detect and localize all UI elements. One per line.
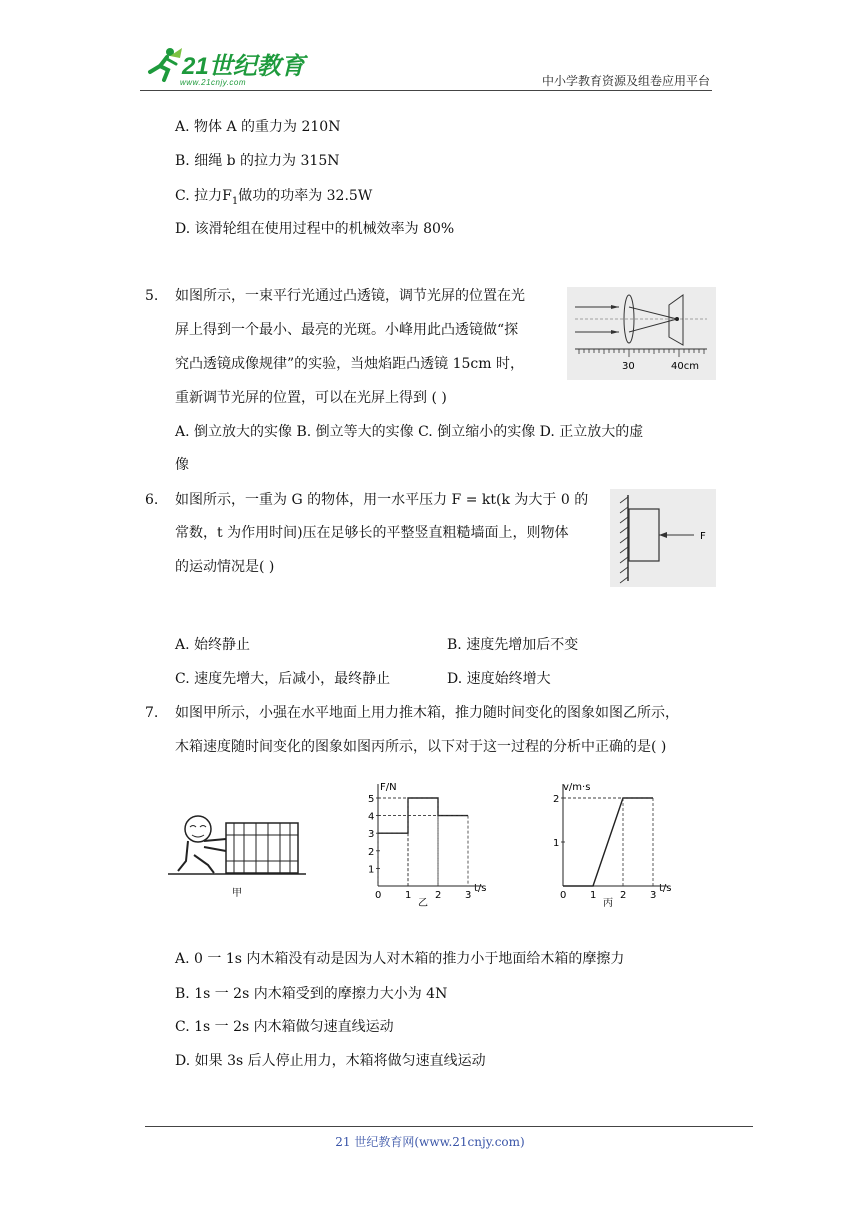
yi-x-tick-label: 3 <box>465 890 472 901</box>
wall-block-diagram <box>610 489 716 587</box>
bing-y-tick-label: 2 <box>553 794 560 805</box>
header-rule <box>140 90 712 91</box>
q6-text-line2: 常数，t 为作用时间)压在足够长的平整竖直粗糙墙面上，则物体 <box>175 525 569 541</box>
q7-option-a: A. 0 一 1s 内木箱没有动是因为人对木箱的推力小于地面给木箱的摩擦力 <box>175 951 625 967</box>
q5-options: A. 倒立放大的实像 B. 倒立等大的实像 C. 倒立缩小的实像 D. 正立放大的虚 <box>175 424 644 440</box>
logo-text: 21世纪教育 <box>182 53 305 80</box>
bing-x-tick-label: 0 <box>560 890 567 901</box>
q7-option-c: C. 1s 一 2s 内木箱做匀速直线运动 <box>175 1019 394 1035</box>
q5-lens-figure <box>567 287 716 380</box>
yi-y-tick-label: 4 <box>368 811 375 823</box>
q4-option-c-sub: 1 <box>231 195 239 207</box>
q6-text-line1: 如图所示，一重为 G 的物体，用一水平压力 F = kt(k 为大于 0 的 <box>175 492 589 508</box>
yi-x-tick-label: 2 <box>435 890 442 901</box>
q6-option-a: A. 始终静止 <box>175 637 251 653</box>
q7-graph-bing <box>545 776 685 911</box>
ruler-label-40: 40cm <box>671 361 699 372</box>
yi-y-tick-label: 2 <box>368 846 375 858</box>
yi-graph-label: 乙 <box>418 898 428 909</box>
q4-option-b: B. 细绳 b 的拉力为 315N <box>175 153 340 169</box>
yi-x-tick-label: 0 <box>375 890 382 901</box>
q6-option-d: D. 速度始终增大 <box>447 671 551 687</box>
q7-option-b: B. 1s 一 2s 内木箱受到的摩擦力大小为 4N <box>175 986 448 1002</box>
q4-option-c <box>175 186 372 212</box>
q6-wall-figure <box>610 489 716 587</box>
q5-options-cont: 像 <box>175 457 189 473</box>
force-label-f: F <box>700 531 706 542</box>
yi-x-tick-label: 1 <box>405 890 412 901</box>
q5-text-line4: 重新调节光屏的位置，可以在光屏上得到 ( ) <box>175 390 447 406</box>
fig-label-jia: 甲 <box>232 888 242 899</box>
q4-option-a: A. 物体 A 的重力为 210N <box>175 119 341 135</box>
q5-number: 5. <box>145 288 159 304</box>
lens-diagram <box>567 287 716 380</box>
force-time-graph <box>360 776 500 911</box>
q5-text-line1: 如图所示，一束平行光通过凸透镜，调节光屏的位置在光 <box>175 288 525 304</box>
bing-x-tick-label: 3 <box>650 890 657 901</box>
header-platform-text: 中小学教育资源及组卷应用平台 <box>541 74 710 88</box>
q6-text-line3: 的运动情况是( ) <box>175 559 275 575</box>
bing-series-line <box>563 798 653 886</box>
logo <box>140 44 310 90</box>
q6-number: 6. <box>145 492 159 508</box>
footer-text: 21 世纪教育网(www.21cnjy.com) <box>335 1135 525 1149</box>
q7-graph-yi <box>360 776 500 911</box>
q7-option-d: D. 如果 3s 后人停止用力，木箱将做匀速直线运动 <box>175 1053 486 1069</box>
velocity-time-graph <box>545 776 685 911</box>
q6-option-b: B. 速度先增加后不变 <box>447 637 579 653</box>
bing-x-tick-label: 1 <box>590 890 597 901</box>
q4-option-d: D. 该滑轮组在使用过程中的机械效率为 80% <box>175 221 455 237</box>
yi-y-tick-label: 5 <box>368 794 375 805</box>
bing-y-tick-label: 1 <box>553 838 560 849</box>
q7-text-line2: 木箱速度随时间变化的图象如图丙所示，以下对于这一过程的分析中正确的是( ) <box>175 739 667 755</box>
bing-graph-label: 丙 <box>603 898 613 909</box>
yi-x-axis-label: t/s <box>474 883 487 894</box>
boy-pushing-box-figure <box>168 795 308 900</box>
q7-number: 7. <box>145 705 159 721</box>
yi-y-tick-label: 1 <box>368 864 375 876</box>
q5-text-line2: 屏上得到一个最小、最亮的光斑。小峰用此凸透镜做“探 <box>175 322 519 338</box>
footer-rule <box>145 1126 753 1127</box>
yi-y-axis-label: F/N <box>380 782 397 793</box>
bing-x-axis-label: t/s <box>659 883 672 894</box>
q7-figure-jia <box>168 795 308 900</box>
q6-option-c: C. 速度先增大，后减小，最终静止 <box>175 671 391 687</box>
yi-y-tick-label: 3 <box>368 829 375 841</box>
bing-y-axis-label: v/m·s <box>563 782 591 793</box>
q7-text-line1: 如图甲所示，小强在水平地面上用力推木箱，推力随时间变化的图象如图乙所示， <box>175 705 679 721</box>
ruler-label-30: 30 <box>622 361 635 372</box>
bing-x-tick-label: 2 <box>620 890 627 901</box>
q4-option-c-pre: C. 拉力F <box>175 188 232 204</box>
logo-url: www.21cnjy.com <box>180 78 246 87</box>
q4-option-c-post: 做功的功率为 32.5W <box>238 188 373 204</box>
q5-text-line3: 究凸透镜成像规律”的实验，当烛焰距凸透镜 15cm 时， <box>175 356 524 372</box>
